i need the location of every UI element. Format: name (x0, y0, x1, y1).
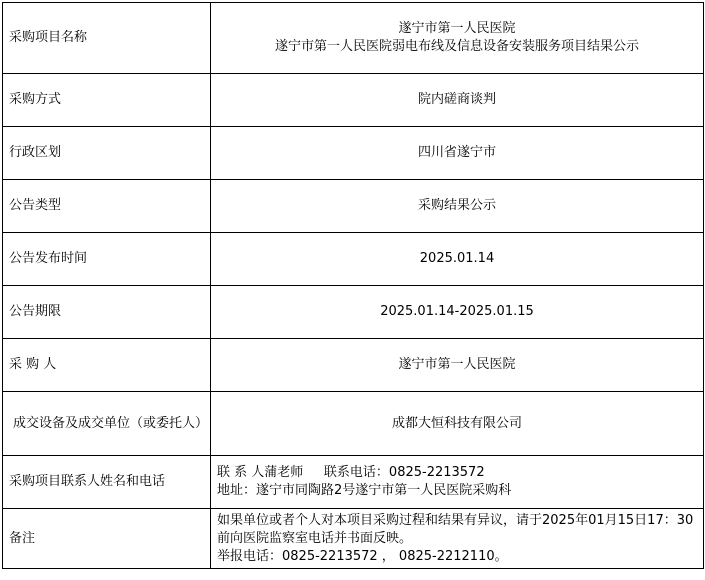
label-publish-time: 公告发布时间 (3, 233, 211, 286)
value-contact-address: 地址：遂宁市同陶路2号遂宁市第一人民医院采购科 (217, 483, 512, 498)
label-winning-bidder-text: 成交设备及成交单位（或委托人） (13, 415, 209, 431)
row-project-name (3, 3, 704, 74)
label-remarks: 备注 (3, 509, 211, 569)
label-procurement-method: 采购方式 (3, 74, 211, 127)
row-purchaser (3, 339, 704, 392)
value-procurement-method: 院内磋商谈判 (211, 74, 704, 127)
value-project-name-line1: 遂宁市第一人民医院 (398, 21, 516, 36)
row-notice-type (3, 180, 704, 233)
label-notice-period: 公告期限 (3, 286, 211, 339)
value-notice-type: 采购结果公示 (211, 180, 704, 233)
value-notice-period: 2025.01.14-2025.01.15 (211, 286, 704, 339)
row-winning-bidder (3, 392, 704, 456)
value-contact (211, 456, 704, 509)
value-purchaser: 遂宁市第一人民医院 (211, 339, 704, 392)
label-project-name: 采购项目名称 (3, 3, 211, 74)
label-contact: 采购项目联系人姓名和电话 (3, 456, 211, 509)
label-winning-bidder (3, 392, 211, 456)
row-contact (3, 456, 704, 509)
value-admin-region: 四川省遂宁市 (211, 127, 704, 180)
value-project-name (211, 3, 704, 74)
label-notice-type: 公告类型 (3, 180, 211, 233)
label-purchaser: 采 购 人 (3, 339, 211, 392)
value-remarks-objection: 如果单位或者个人对本项目采购过程和结果有异议，请于2025年01月15日17：30前向医院监察室电话并书面反映。 (217, 512, 694, 546)
value-publish-time: 2025.01.14 (211, 233, 704, 286)
procurement-result-table (2, 2, 704, 569)
value-remarks (211, 509, 704, 569)
value-project-name-line2: 遂宁市第一人民医院弱电布线及信息设备安装服务项目结果公示 (274, 39, 639, 54)
row-procurement-method (3, 74, 704, 127)
row-publish-time (3, 233, 704, 286)
value-remarks-hotline: 举报电话：0825-2213572 ， 0825-2212110。 (217, 548, 508, 564)
row-notice-period (3, 286, 704, 339)
value-winning-bidder: 成都大恒科技有限公司 (211, 392, 704, 456)
label-admin-region: 行政区划 (3, 127, 211, 180)
row-admin-region (3, 127, 704, 180)
row-remarks (3, 509, 704, 569)
value-contact-line1: 联 系 人蒲老师 联系电话：0825-2213572 (217, 465, 485, 480)
